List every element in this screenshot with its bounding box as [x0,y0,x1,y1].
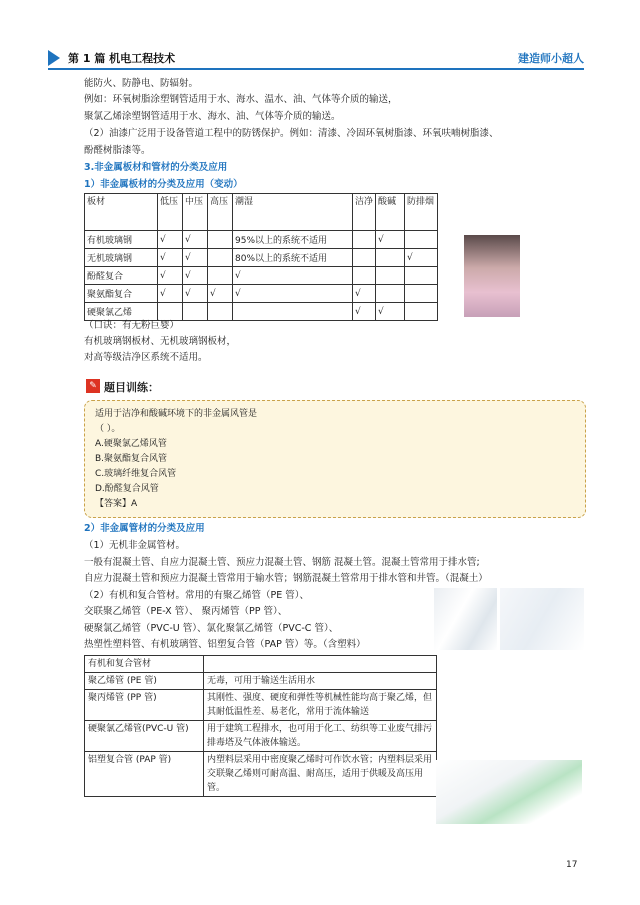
table-cell [353,249,376,267]
table-cell [405,303,438,321]
decorative-photo [464,235,520,317]
table-header-cell: 酸碱 [376,194,405,231]
brand-label: 建造师小超人 [518,52,584,65]
pipe-table [84,655,437,797]
table-cell: 内塑料层采用中密度聚乙烯时可作饮水管；内塑料层采用交联聚乙烯则可耐高温、耐高压，适用于供暖及高压用管。 [204,752,437,797]
table-header-row [85,656,437,673]
table-header-cell: 高压 [208,194,233,231]
table-cell [353,267,376,285]
table-header-cell: 潮湿 [233,194,353,231]
table-cell [208,249,233,267]
header-triangle-icon [48,50,60,66]
table-cell: √ [183,249,208,267]
text-line: （2）油漆广泛用于设备管道工程中的防锈保护。例如：清漆、冷固环氧树脂漆、环氧呋喃树脂漆、 [84,128,499,139]
table-cell: √ [208,285,233,303]
table-cell: 有机玻璃钢 [85,231,158,249]
table-cell [405,285,438,303]
table-cell: 硬聚氯乙烯 [85,303,158,321]
text-line: 能防火、防静电、防辐射。 [84,78,199,89]
table-cell: √ [183,267,208,285]
table-cell: 酚醛复合 [85,267,158,285]
text-line: 对高等级洁净区系统不适用。 [84,352,208,363]
table-header-cell: 防排烟 [405,194,438,231]
table-cell [405,267,438,285]
text-line: 一般有混凝土管、自应力混凝土管、预应力混凝土管、钢筋 混凝土管。混凝土管常用于排水管; [84,557,480,568]
table-cell [376,285,405,303]
table-cell: √ [158,285,183,303]
question-box [84,400,586,518]
table-cell: √ [376,231,405,249]
table-cell: 铝塑复合管 (PAP 管) [85,752,204,797]
question-stem: 适用于洁净和酸碱环境下的非金属风管是 [95,409,258,419]
table-row [85,673,437,690]
table-cell: √ [183,231,208,249]
table-header-cell: 洁净 [353,194,376,231]
table-header-cell: 板材 [85,194,158,231]
table-header-cell: 低压 [158,194,183,231]
table-row [85,285,438,303]
table-cell [183,303,208,321]
option-b: B.聚氨酯复合风管 [95,454,168,464]
table-cell: 其刚性、强度、硬度和弹性等机械性能均高于聚乙烯，但其耐低温性差、易老化，常用于流体输送 [204,690,437,721]
section-heading: 3.非金属板材和管材的分类及应用 [84,162,228,173]
chapter-title: 第 1 篇 机电工程技术 [68,52,176,65]
table-cell: 无毒，可用于输送生活用水 [204,673,437,690]
subsection-heading: 2）非金属管材的分类及应用 [84,523,205,534]
text-line: 硬聚氯乙烯管（PVC-U 管）、氯化聚氯乙烯管（PVC-C 管）、 [84,623,339,634]
question-blank: （ ）。 [95,424,121,434]
text-line: 交联聚乙烯管（PE-X 管）、 聚丙烯管（PP 管）、 [84,606,288,617]
table-header-row [85,194,438,231]
table-cell [208,267,233,285]
training-heading: 题目训练： [104,381,159,394]
text-line: （2）有机和复合管材。常用的有聚乙烯管（PE 管）、 [84,590,310,601]
table-cell [353,231,376,249]
table-header-cell: 中压 [183,194,208,231]
table-cell [405,231,438,249]
table-cell: √ [158,231,183,249]
text-line: 有机玻璃钢板材、无机玻璃钢板材， [84,336,237,347]
option-a: A.硬聚氯乙烯风管 [95,439,167,449]
option-c: C.玻璃纤维复合风管 [95,469,177,479]
table-row [85,267,438,285]
text-line: 自应力混凝土管和预应力混凝土管常用于输水管；钢筋混凝土管常用于排水管和井管。（混凝土） [84,573,488,584]
table-cell: 聚乙烯管 (PE 管) [85,673,204,690]
text-line: 聚氯乙烯涂塑钢管适用于水、海水、油、气体等介质的输送。 [84,111,341,122]
table-row [85,690,437,721]
table-cell: √ [405,249,438,267]
table-cell: 聚丙烯管 (PP 管) [85,690,204,721]
text-line: 例如：环氧树脂涂塑钢管适用于水、海水、温水、油、气体等介质的输送， [84,94,398,105]
pipe-photo [436,760,582,824]
table-cell: √ [233,267,353,285]
table-row [85,721,437,752]
table-header-cell: 有机和复合管材 [85,656,204,673]
text-line: （1）无机非金属管材。 [84,540,186,551]
table-cell [208,303,233,321]
mnemonic-text: （口诀：有无粉巨婴） [84,320,180,331]
table-cell: 95%以上的系统不适用 [233,231,353,249]
table-cell [233,303,353,321]
subsection-heading: 1）非金属板材的分类及应用（变动） [84,179,243,190]
text-line: 酚醛树脂漆等。 [84,145,151,156]
page-number: 17 [566,860,578,870]
pipe-photo [500,588,584,650]
table-cell [376,267,405,285]
pipe-photo [434,588,497,650]
training-icon: ✎ [86,379,100,393]
table-cell: √ [158,249,183,267]
table-cell: √ [183,285,208,303]
table-cell [376,249,405,267]
header-rule [48,68,584,70]
table-cell: 聚氨酯复合 [85,285,158,303]
table-header-cell [204,656,437,673]
board-table [84,193,438,321]
table-row [85,249,438,267]
table-cell: √ [353,303,376,321]
table-cell: 用于建筑工程排水，也可用于化工、纺织等工业废气排污排毒塔及气体液体输送。 [204,721,437,752]
table-cell: 80%以上的系统不适用 [233,249,353,267]
page-header [48,48,584,70]
table-row [85,752,437,797]
table-cell: √ [233,285,353,303]
answer-text: 【答案】A [95,499,138,509]
text-line: 热塑性塑料管、有机玻璃管、铝塑复合管（PAP 管）等。（含塑料） [84,639,366,650]
table-cell: 硬聚氯乙烯管(PVC-U 管) [85,721,204,752]
table-cell: √ [158,267,183,285]
table-cell [208,231,233,249]
table-cell: 无机玻璃钢 [85,249,158,267]
table-row [85,231,438,249]
option-d: D.酚醛复合风管 [95,484,159,494]
table-cell: √ [376,303,405,321]
table-cell: √ [353,285,376,303]
